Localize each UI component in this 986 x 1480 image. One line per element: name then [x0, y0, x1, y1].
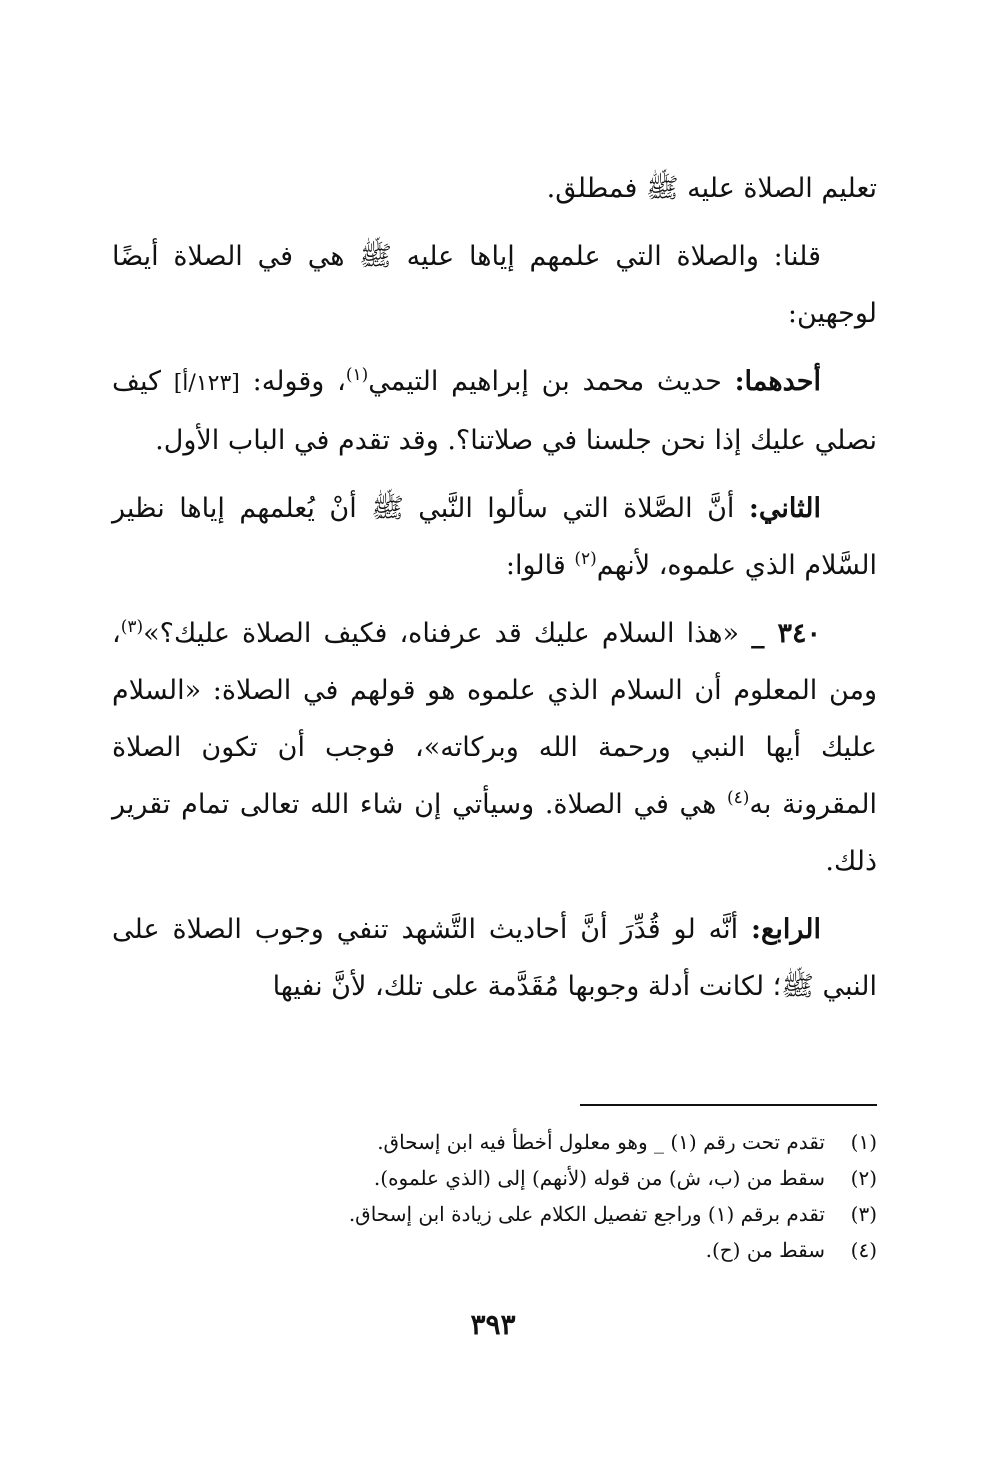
footnote-text: سقط من (ب، ش) من قوله (لأنهم) إلى (الذي علموه).	[373, 1166, 825, 1190]
paragraph-6-text-a: أنَّه لو قُدِّرَ أنَّ أحاديث التَّشهد تنفي وجوب الصلاة على النبي ﷺ؛ لكانت أدلة وجوبها مُقَدَّمة على تلك، لأنَّ نفيها	[112, 914, 877, 1002]
paragraph-5	[112, 605, 877, 890]
footnote-text: تقدم برقم (١) وراجع تفصيل الكلام على زيادة ابن إسحاق.	[348, 1202, 825, 1226]
manuscript-folio-ref: [١٢٣/أ]	[173, 371, 240, 396]
paragraph-4	[112, 480, 877, 594]
footnote-number: (٢)	[850, 1166, 877, 1190]
footnote-separator	[580, 1104, 877, 1106]
paragraph-6-lead: الرابع:	[751, 914, 821, 945]
paragraph-3-text-a: حديث محمد بن إبراهيم التيمي	[368, 366, 722, 397]
footnote-ref-1[interactable]: (١)	[345, 365, 369, 385]
paragraph-5-text-b: ، ومن المعلوم أن السلام الذي علموه هو قولهم في الصلاة: «السلام عليك أيها النبي ورحمة الله وبركاته»، فوجب أن تكون الصلاة المقرونة به	[112, 618, 878, 820]
paragraph-4-text-b: قالوا:	[505, 550, 566, 581]
footnote-item	[200, 1232, 877, 1268]
footnote-text: سقط من (ح).	[705, 1238, 825, 1262]
paragraph-2-text: قلنا: والصلاة التي علمهم إياها عليه ﷺ هي في الصلاة أيضًا لوجهين:	[112, 241, 877, 329]
footnote-item	[200, 1160, 877, 1196]
footnote-item	[200, 1124, 877, 1160]
main-text	[112, 160, 877, 1026]
paragraph-3-text-b: ، وقوله:	[252, 366, 346, 397]
footnote-number: (٤)	[850, 1238, 877, 1262]
paragraph-5-text-a: «هذا السلام عليك قد عرفناه، فكيف الصلاة عليك؟»	[143, 618, 739, 649]
paragraph-6	[112, 901, 877, 1015]
footnote-ref-2[interactable]: (٢)	[574, 549, 597, 569]
footnote-item	[200, 1196, 877, 1232]
footnote-text: تقدم تحت رقم (١) _ وهو معلول أخطأ فيه ابن إسحاق.	[377, 1130, 825, 1154]
footnote-number: (٣)	[850, 1202, 877, 1226]
paragraph-5-text-c: هي في الصلاة. وسيأتي إن شاء الله تعالى تمام تقرير ذلك.	[112, 789, 877, 877]
paragraph-4-lead: الثاني:	[748, 493, 821, 524]
paragraph-1-text: تعليم الصلاة عليه ﷺ فمطلق.	[546, 173, 877, 204]
footnote-number: (١)	[850, 1130, 877, 1154]
footnote-ref-4[interactable]: (٤)	[727, 788, 750, 808]
paragraph-3-text-c: كيف نصلي عليك إذا نحن جلسنا في صلاتنا؟. وقد تقدم في الباب الأول.	[112, 366, 877, 456]
paragraph-4-text-a: أنَّ الصَّلاة التي سألوا النَّبي ﷺ أنْ يُعلمهم إياها نظير السَّلام الذي علموه، لأنهم	[112, 493, 877, 581]
footnote-ref-3[interactable]: (٣)	[120, 617, 144, 637]
paragraph-3-lead: أحدهما:	[734, 366, 821, 397]
paragraph-3	[112, 353, 877, 469]
paragraph-2	[112, 228, 877, 342]
paragraph-1	[112, 160, 877, 217]
page-number: ٣٩٣	[470, 1308, 516, 1341]
hadith-number: ٣٤٠ _	[751, 618, 821, 649]
footnotes	[200, 1124, 877, 1268]
